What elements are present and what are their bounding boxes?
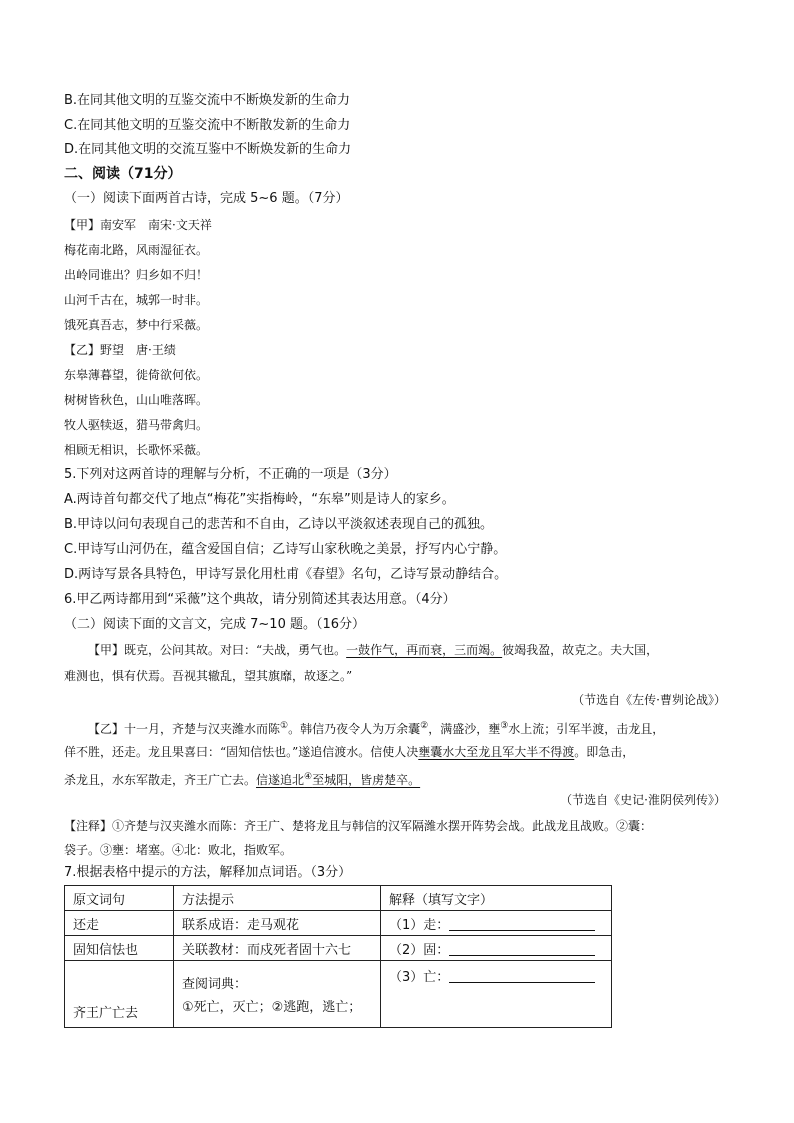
poem-a-line: 出岭同谁出？归乡如不归！ — [64, 268, 209, 282]
poem-a-line: 饿死真吾志，梦中行采薇。 — [64, 318, 209, 332]
table-header-cell: 原文词句 — [65, 886, 174, 911]
table-header-cell: 解释（填写文字） — [381, 886, 612, 911]
answer-blank[interactable] — [449, 970, 595, 983]
note-marker: ① — [280, 721, 289, 731]
poem-a-line: 山河千古在，城郭一时非。 — [64, 293, 209, 307]
option-b: B.在同其他文明的互鉴交流中不断焕发新的生命力 — [64, 93, 351, 108]
text-b-segment: 。即急击， — [574, 745, 635, 759]
answer-label: （1）走： — [389, 917, 450, 933]
table-cell-word: 还走 — [65, 911, 174, 936]
poem-b-line: 牧人驱犊返，猎马带禽归。 — [64, 418, 209, 432]
option-c: C.在同其他文明的互鉴交流中不断散发新的生命力 — [64, 118, 351, 133]
answer-label: （2）固： — [389, 942, 450, 958]
text-b-underlined — [256, 773, 420, 787]
notes-line2: 袋子。③壅：堵塞。④北：败北，指败军。 — [64, 843, 293, 857]
table-header-cell: 方法提示 — [174, 886, 381, 911]
text-b-segment: 信遂追北 — [256, 773, 305, 787]
poem-b-header: 【乙】野望 唐·王绩 — [64, 343, 176, 357]
q5-option-c: C.甲诗写山河仍在，蕴含爱国自信；乙诗写山家秋晚之美景，抒写内心宁静。 — [64, 542, 507, 557]
text-a-line2: 难测也，惧有伏焉。吾视其辙乱，望其旗靡，故逐之。” — [64, 669, 353, 683]
poem-a-header: 【甲】南安军 南宋·文天祥 — [64, 218, 212, 232]
poem-b-line: 树树皆秋色，山山唯落晖。 — [64, 393, 209, 407]
text-b-segment: 杀龙且，水东军散走，齐王广亡去。 — [64, 773, 257, 787]
table-cell-hint: 关联教材：而戍死者固十六七 — [174, 936, 381, 961]
text-b-segment: 。韩信乃夜令人为万余囊 — [288, 722, 421, 736]
q6-stem: 6.甲乙两诗都用到“采薇”这个典故，请分别简述其表达用意。（4分） — [64, 592, 456, 607]
text-b-source: （节选自《史记·淮阴侯列传》） — [560, 793, 726, 807]
poem-b-line: 相顾无相识，长歌怀采薇。 — [64, 443, 209, 457]
table-row — [65, 911, 612, 936]
text-b-segment: 【乙】十一月，齐楚与汉夹潍水而陈 — [88, 722, 281, 736]
answer-blank[interactable] — [449, 943, 595, 956]
hint-line: ①死亡，灭亡；②逃跑，逃亡； — [182, 1000, 362, 1015]
note-marker: ② — [420, 721, 429, 731]
text-b-segment: 水上流；引军半渡，击龙且， — [508, 722, 665, 736]
notes-line1: 【注释】①齐楚与汉夹潍水而陈：齐王广、楚将龙且与韩信的汉军隔潍水摆开阵势会战。此战龙且战败。②囊： — [64, 819, 653, 833]
answer-cell[interactable] — [381, 936, 612, 961]
table-cell-word: 齐王广亡去 — [65, 961, 174, 1028]
text-a-line1-post: 彼竭我盈，故克之。夫大国， — [502, 643, 659, 657]
text-b-underlined: 壅囊水大至龙且军大半不得渡 — [418, 745, 575, 759]
poem-b-line: 东皋薄暮望，徙倚欲何依。 — [64, 368, 209, 382]
text-b-line2 — [64, 743, 634, 761]
table-row — [65, 961, 612, 1028]
text-a-line1-pre: 【甲】既克，公问其故。对曰：“夫战，勇气也。 — [88, 643, 347, 657]
text-a-underlined: 一鼓作气，再而衰，三而竭。 — [346, 643, 503, 657]
text-b-segment: ，满盛沙，壅 — [428, 722, 501, 736]
answer-cell[interactable] — [381, 911, 612, 936]
q5-option-a: A.两诗首句都交代了地点“梅花”实指梅岭，“东皋”则是诗人的家乡。 — [64, 492, 455, 507]
q5-option-d: D.两诗写景各具特色，甲诗写景化用杜甫《春望》名句，乙诗写景动静结合。 — [64, 567, 508, 582]
table-row — [65, 936, 612, 961]
table-cell-word: 固知信怯也 — [65, 936, 174, 961]
q7-stem: 7.根据表格中提示的方法，解释加点词语。（3分） — [64, 865, 352, 880]
note-marker: ③ — [500, 721, 509, 731]
text-b-line1 — [88, 717, 664, 738]
poem-a-line: 梅花南北路，风雨湿征衣。 — [64, 243, 209, 257]
q7-table — [64, 885, 612, 1028]
part1-intro: （一）阅读下面两首古诗，完成 5~6 题。（7分） — [64, 191, 349, 206]
text-b-segment: 佯不胜，还走。龙且果喜曰：“固知信怯也。”遂追信渡水。信使人决 — [64, 745, 419, 759]
text-b-segment: 至城阳，皆虏楚卒。 — [312, 773, 421, 787]
table-cell-hint — [174, 961, 381, 1028]
part2-intro: （二）阅读下面的文言文，完成 7~10 题。（16分） — [64, 617, 366, 632]
answer-label: （3）亡： — [389, 970, 450, 985]
q5-option-b: B.甲诗以问句表现自己的悲苦和不自由，乙诗以平淡叙述表现自己的孤独。 — [64, 517, 494, 532]
hint-line: 查阅词典： — [182, 977, 248, 992]
text-b-line3 — [64, 768, 420, 789]
note-marker: ④ — [304, 772, 313, 782]
section-title: 二、阅读（71分） — [64, 166, 182, 182]
answer-blank[interactable] — [449, 918, 595, 931]
text-a-source: （节选自《左传·曹刿论战》） — [572, 693, 726, 707]
text-a-line1 — [88, 641, 658, 659]
q5-stem: 5.下列对这两首诗的理解与分析，不正确的一项是（3分） — [64, 467, 397, 482]
answer-cell[interactable] — [381, 961, 612, 1028]
table-header-row — [65, 886, 612, 911]
option-d: D.在同其他文明的交流互鉴中不断焕发新的生命力 — [64, 142, 352, 157]
table-cell-hint: 联系成语：走马观花 — [174, 911, 381, 936]
